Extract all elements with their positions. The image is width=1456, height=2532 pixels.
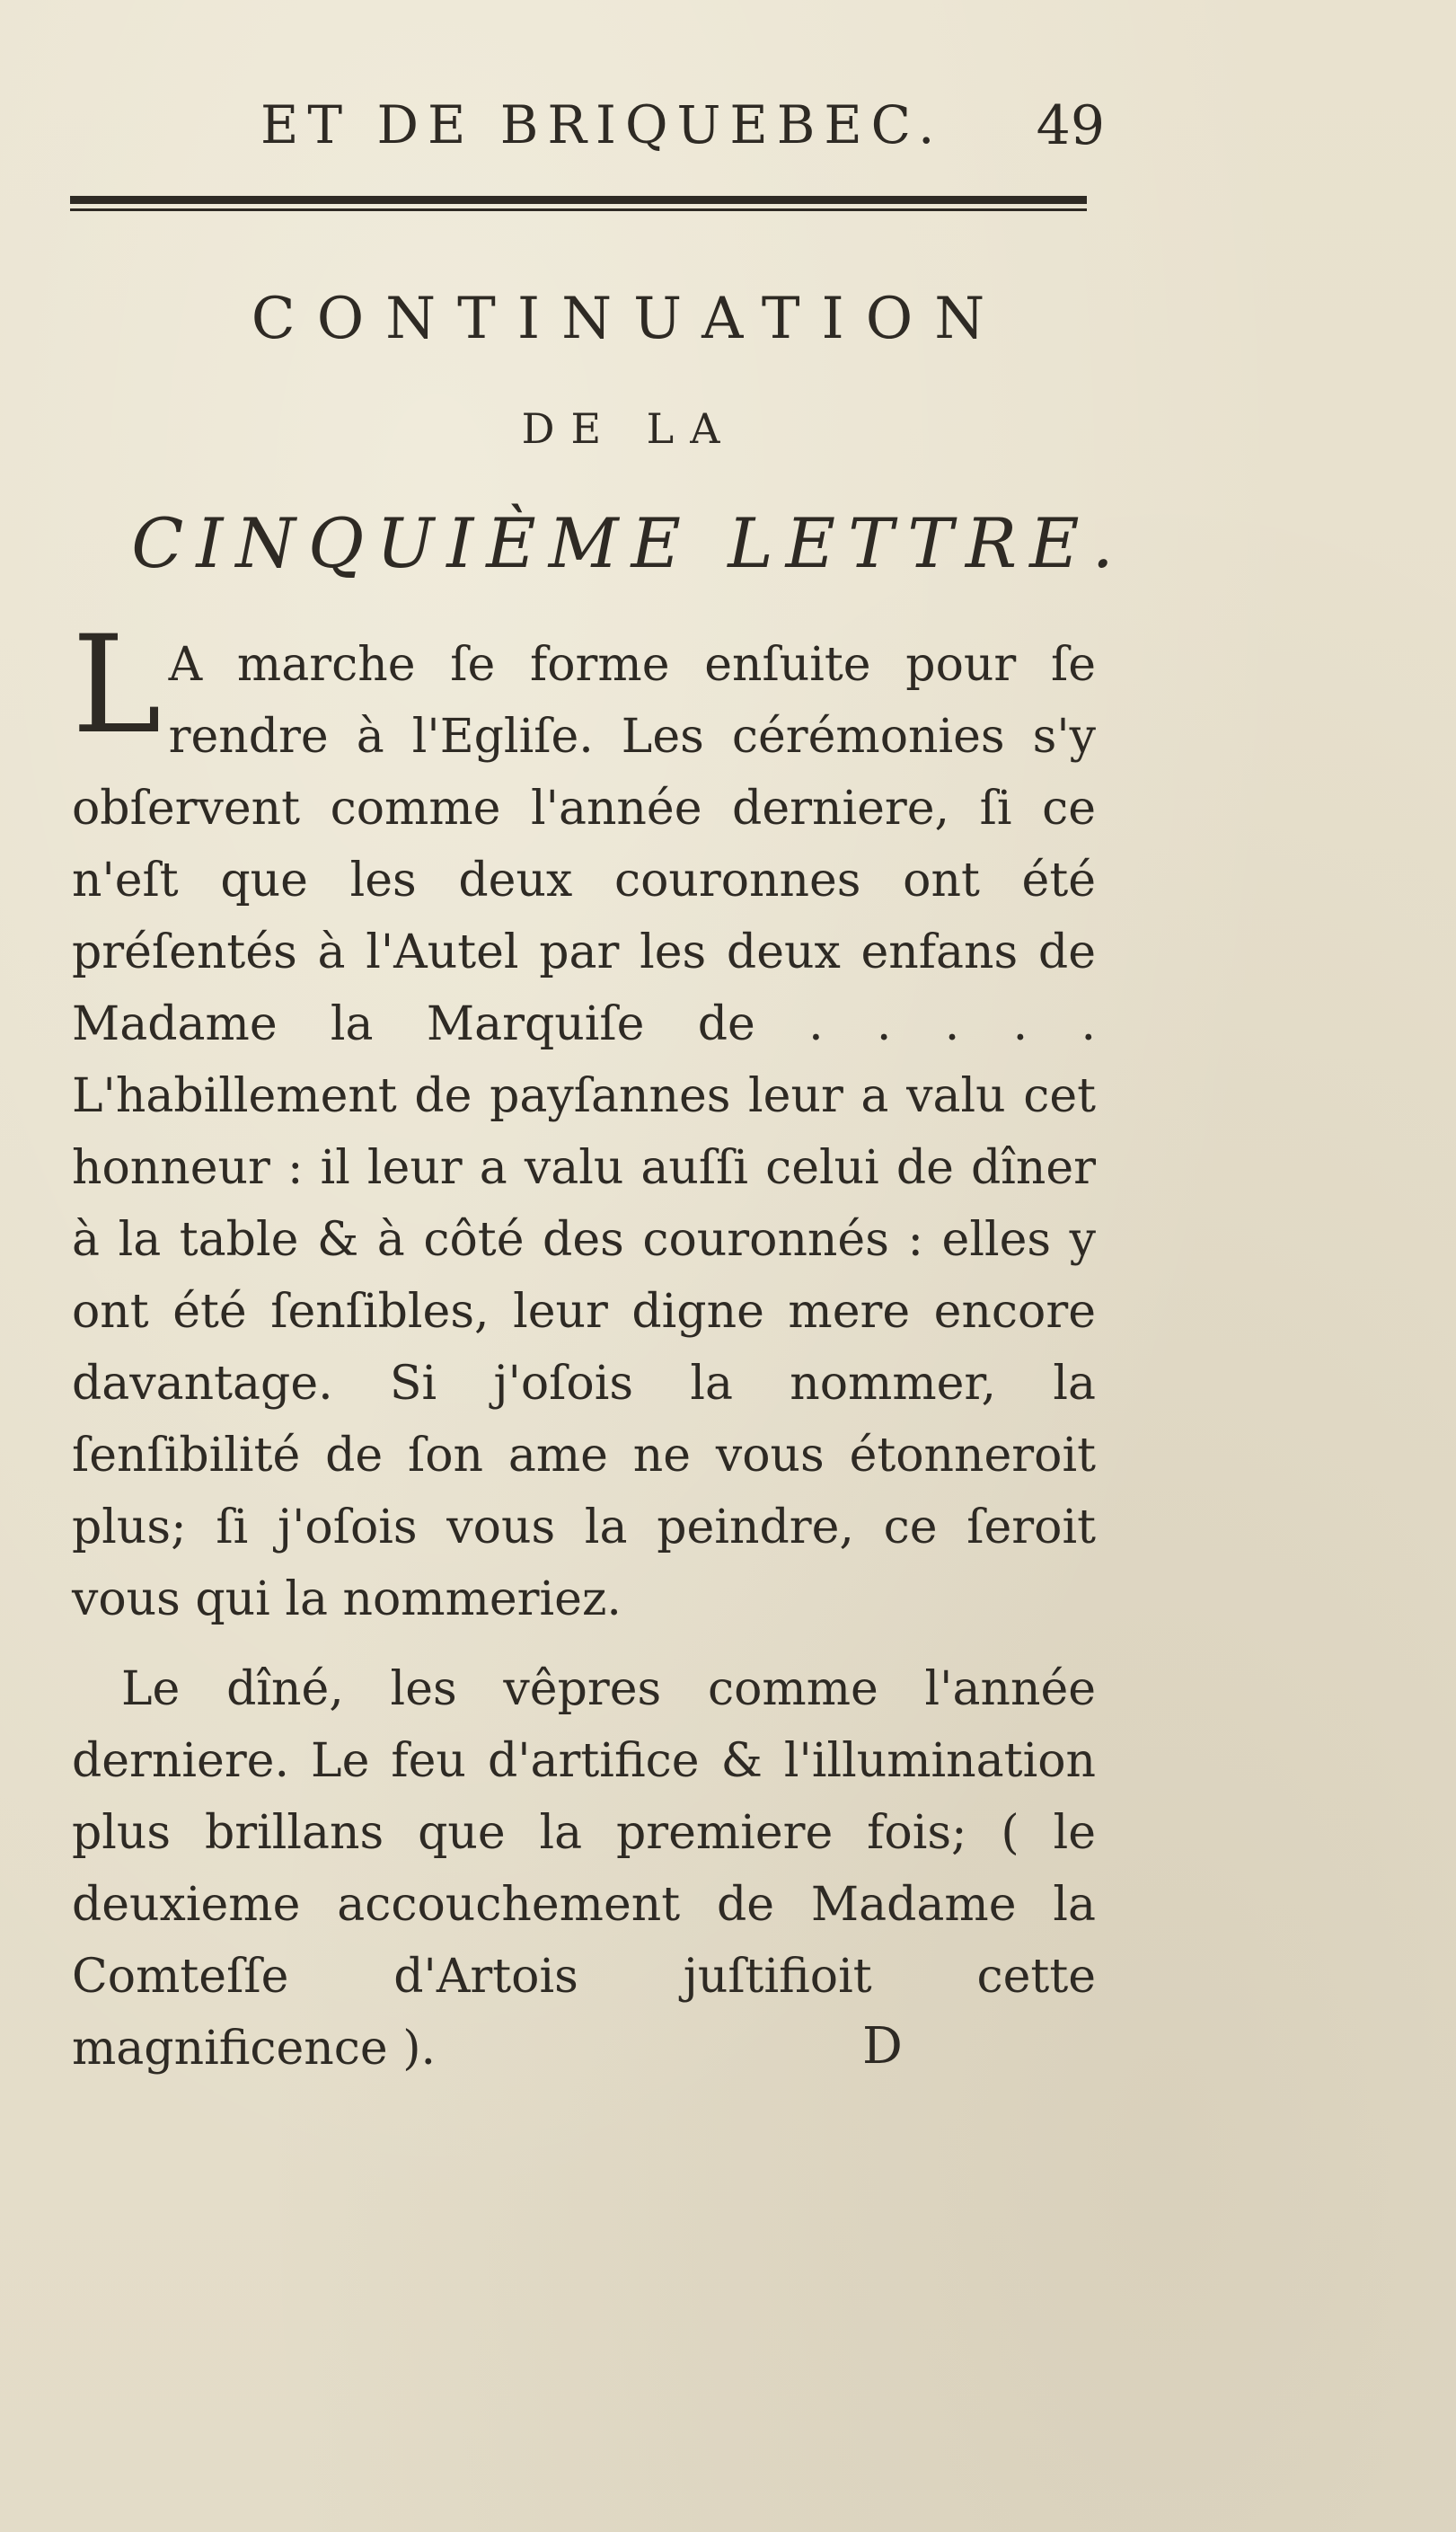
page-number: 49 [1036, 94, 1105, 157]
body-text [72, 607, 1096, 2085]
section-title-line1: CONTINUATION [251, 286, 1007, 352]
running-title: ET DE BRIQUEBEC. [260, 94, 944, 155]
section-title-line2: DE LA [521, 404, 737, 453]
paragraph-2: Le dîné, les vêpres comme l'année derniere. Le feu d'artifice & l'illumination plus brillans que la premiere fois; ( le deuxieme accouchement de Madame la Comteſſe d'Artois juſtifioit cette magnificence ). [72, 1662, 1096, 2076]
paragraph-1: LA marche ſe forme enſuite pour ſe rendre à l'Egliſe. Les cérémonies s'y obſervent comme l'année derniere, ſi ce n'eſt que les deux couronnes ont été préſentés à l'Autel par les deux enfans de Madame la Marquiſe de . . . . . L'habillement de payſannes leur a valu cet honneur : il leur a valu auſſi celui de dîner à la table & à côté des couronnés : elles y ont été ſenſibles, leur digne mere encore davantage. Si j'oſois la nommer, la ſenſibilité de ſon ame ne vous étonneroit plus; ſi j'oſois vous la peindre, ce ſeroit vous qui la nommeriez. [72, 607, 1096, 1626]
section-title-line3: CINQUIÈME LETTRE. [131, 503, 1126, 583]
header-rule-thick [70, 196, 1087, 204]
signature-mark: D [862, 2017, 903, 2076]
header-rule-thin [70, 208, 1087, 211]
running-head [260, 94, 1105, 157]
